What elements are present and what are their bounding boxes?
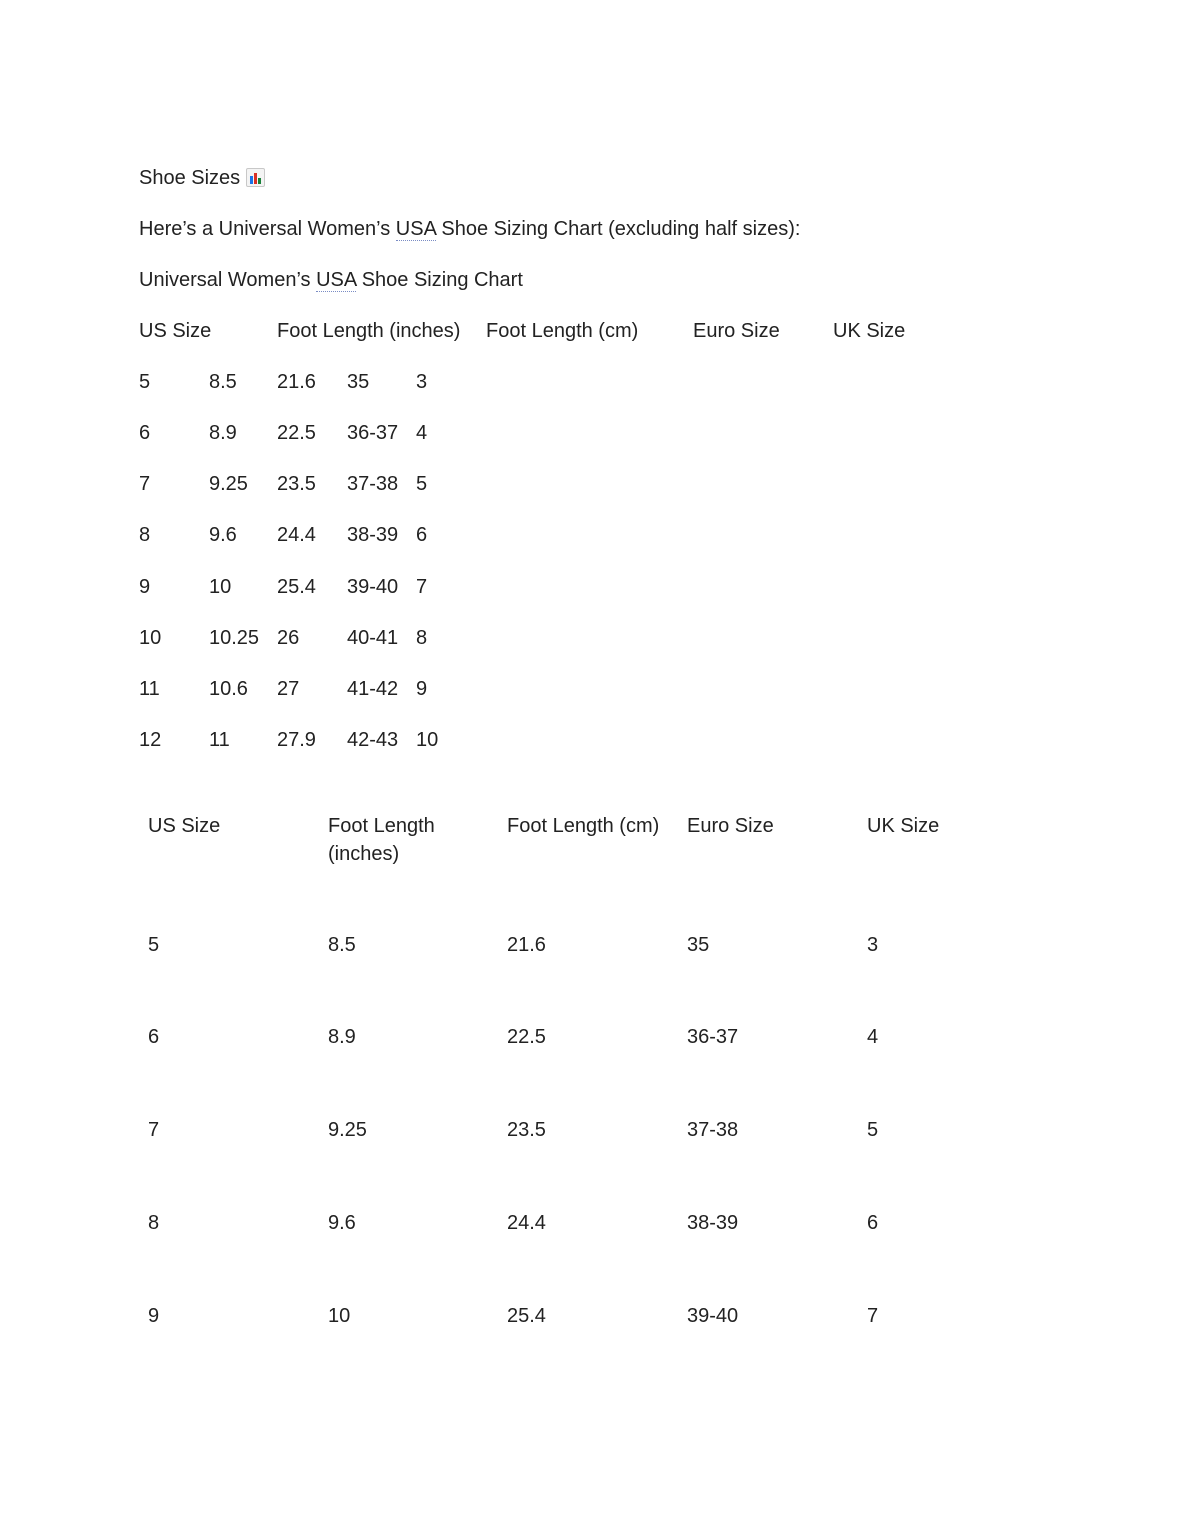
plain-cell: 10 bbox=[139, 627, 162, 649]
usa-abbreviation: USA bbox=[395, 218, 436, 240]
table-cell: 35 bbox=[687, 934, 710, 956]
table-cell: 3 bbox=[867, 934, 879, 956]
plain-cell: 21.6 bbox=[277, 371, 316, 393]
document-title-text: Shoe Sizes bbox=[139, 167, 241, 189]
plain-cell: 8 bbox=[416, 627, 428, 649]
plain-cell: 9 bbox=[139, 576, 151, 598]
plain-cell: 6 bbox=[139, 422, 151, 444]
plain-header-cell: UK Size bbox=[833, 320, 906, 342]
table-cell: 6 bbox=[148, 1026, 160, 1048]
table-row bbox=[148, 1023, 1048, 1083]
table-cell: 37-38 bbox=[687, 1119, 739, 1141]
plain-chart-row bbox=[0, 370, 1179, 394]
table-cell: 4 bbox=[867, 1026, 879, 1048]
plain-cell: 10.25 bbox=[209, 627, 260, 649]
plain-chart-row bbox=[0, 472, 1179, 496]
intro-text-end: Shoe Sizing Chart (excluding half sizes): bbox=[435, 218, 801, 240]
plain-cell: 3 bbox=[416, 371, 428, 393]
document-title bbox=[139, 166, 265, 190]
table-cell: 9 bbox=[148, 1305, 160, 1327]
plain-cell: 36-37 bbox=[347, 422, 399, 444]
chart-heading-start: Universal Women’s bbox=[139, 269, 317, 291]
table-header-cell: US Size bbox=[148, 815, 221, 837]
table-header-row bbox=[148, 812, 1048, 872]
table-cell: 7 bbox=[867, 1305, 879, 1327]
table-cell: 10 bbox=[328, 1305, 351, 1327]
plain-cell: 35 bbox=[347, 371, 370, 393]
plain-cell: 11 bbox=[209, 729, 230, 751]
table-cell: 25.4 bbox=[507, 1305, 546, 1327]
table-cell: 5 bbox=[867, 1119, 879, 1141]
plain-cell: 9.25 bbox=[209, 473, 248, 495]
plain-cell: 27 bbox=[277, 678, 300, 700]
plain-cell: 42-43 bbox=[347, 729, 399, 751]
plain-cell: 39-40 bbox=[347, 576, 399, 598]
plain-cell: 24.4 bbox=[277, 524, 316, 546]
table-cell: 9.6 bbox=[328, 1212, 356, 1234]
table-cell: 39-40 bbox=[687, 1305, 739, 1327]
table-cell: 24.4 bbox=[507, 1212, 546, 1234]
plain-cell: 12 bbox=[139, 729, 162, 751]
plain-cell: 11 bbox=[139, 678, 160, 700]
bar-chart-icon-bar bbox=[254, 173, 257, 184]
plain-cell: 7 bbox=[416, 576, 428, 598]
table-cell: 5 bbox=[148, 934, 160, 956]
intro-text-start: Here’s a Universal Women’s bbox=[139, 218, 396, 240]
intro-paragraph bbox=[139, 217, 800, 241]
plain-chart-row bbox=[0, 677, 1179, 701]
plain-cell: 26 bbox=[277, 627, 300, 649]
table-cell: 23.5 bbox=[507, 1119, 546, 1141]
table-header-cell: Euro Size bbox=[687, 815, 774, 837]
chart-heading bbox=[139, 268, 523, 292]
plain-cell: 9 bbox=[416, 678, 428, 700]
plain-cell: 27.9 bbox=[277, 729, 316, 751]
table-cell: 9.25 bbox=[328, 1119, 367, 1141]
table-header-cell: Foot Length (inches) bbox=[328, 815, 435, 865]
table-cell: 22.5 bbox=[507, 1026, 546, 1048]
plain-cell: 5 bbox=[139, 371, 151, 393]
table-cell: 8.5 bbox=[328, 934, 356, 956]
plain-chart-row bbox=[0, 728, 1179, 752]
table-cell: 38-39 bbox=[687, 1212, 739, 1234]
table-header-cell: UK Size bbox=[867, 815, 940, 837]
plain-cell: 5 bbox=[416, 473, 428, 495]
bar-chart-icon-bar bbox=[258, 178, 261, 184]
plain-cell: 22.5 bbox=[277, 422, 316, 444]
plain-chart-row bbox=[0, 421, 1179, 445]
plain-cell: 10.6 bbox=[209, 678, 248, 700]
table-cell: 8 bbox=[148, 1212, 160, 1234]
table-cell: 21.6 bbox=[507, 934, 546, 956]
table-cell: 8.9 bbox=[328, 1026, 356, 1048]
plain-cell: 25.4 bbox=[277, 576, 316, 598]
plain-header-cell: US Size bbox=[139, 320, 212, 342]
table-cell: 36-37 bbox=[687, 1026, 739, 1048]
plain-header-cell: Foot Length (cm) bbox=[486, 320, 639, 342]
table-row bbox=[148, 1116, 1048, 1176]
plain-chart-row bbox=[0, 523, 1179, 547]
bar-chart-icon bbox=[246, 168, 265, 187]
plain-cell: 8.5 bbox=[209, 371, 237, 393]
plain-cell: 8.9 bbox=[209, 422, 237, 444]
plain-chart-row bbox=[0, 575, 1179, 599]
table-cell: 7 bbox=[148, 1119, 160, 1141]
plain-cell: 9.6 bbox=[209, 524, 237, 546]
plain-cell: 6 bbox=[416, 524, 428, 546]
table-cell: 6 bbox=[867, 1212, 879, 1234]
table-row bbox=[148, 1302, 1048, 1362]
plain-header-cell: Foot Length (inches) bbox=[277, 320, 461, 342]
chart-heading-end: Shoe Sizing Chart bbox=[356, 269, 523, 291]
plain-chart-header-row bbox=[0, 319, 1179, 343]
plain-cell: 38-39 bbox=[347, 524, 399, 546]
table-row bbox=[148, 931, 1048, 991]
plain-chart-row bbox=[0, 626, 1179, 650]
plain-cell: 37-38 bbox=[347, 473, 399, 495]
plain-cell: 10 bbox=[209, 576, 232, 598]
plain-cell: 7 bbox=[139, 473, 151, 495]
table-header-cell: Foot Length (cm) bbox=[507, 815, 660, 837]
plain-cell: 4 bbox=[416, 422, 428, 444]
plain-cell: 40-41 bbox=[347, 627, 399, 649]
plain-cell: 10 bbox=[416, 729, 439, 751]
table-row bbox=[148, 1209, 1048, 1269]
plain-cell: 8 bbox=[139, 524, 151, 546]
usa-abbreviation: USA bbox=[316, 269, 357, 291]
bar-chart-icon-bar bbox=[250, 176, 253, 184]
plain-cell: 23.5 bbox=[277, 473, 316, 495]
plain-cell: 41-42 bbox=[347, 678, 399, 700]
plain-header-cell: Euro Size bbox=[693, 320, 780, 342]
